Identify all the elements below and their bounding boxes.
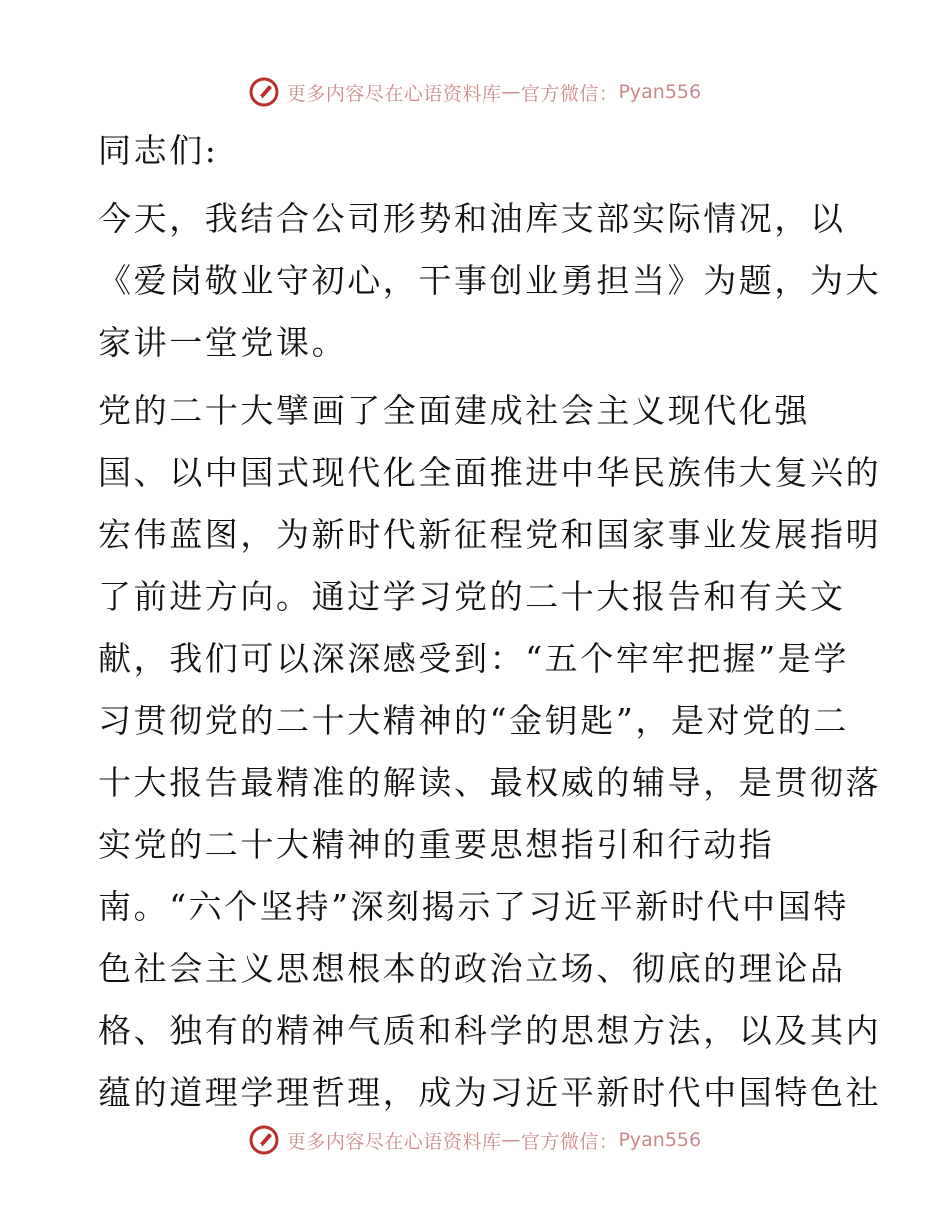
pen-logo-icon (249, 1125, 279, 1155)
pen-logo-icon (249, 77, 279, 107)
document-body (98, 120, 882, 1124)
header-brand-text: 更多内容尽在心语资料库 (286, 82, 502, 105)
para2-line-4: 了前进方向。通过学习党的二十大报告和有关文 (98, 577, 846, 616)
para2-line-3: 宏伟蓝图，为新时代新征程党和国家事业发展指明 (98, 515, 882, 554)
greeting: 同志们: (98, 131, 219, 170)
footer-colon: ： (598, 1130, 619, 1153)
header-banner (0, 72, 950, 112)
footer-banner (0, 1120, 950, 1160)
header-colon: ： (598, 82, 619, 105)
para2-line-8: 实党的二十大精神的重要思想指引和行动指 (98, 825, 775, 864)
para2-line-12: 蕴的道理学理哲理，成为习近平新时代中国特色社 (98, 1073, 882, 1112)
para2-line-10: 色社会主义思想根本的政治立场、彻底的理论品 (98, 949, 846, 988)
footer-wechat-id: Pyan556 (618, 1129, 702, 1151)
para2-line-5: 献，我们可以深深感受到：“五个牢牢把握”是学 (98, 639, 849, 678)
para2-line-1: 党的二十大擘画了全面建成社会主义现代化强 (98, 391, 810, 430)
footer-brand-text: 更多内容尽在心语资料库 (286, 1130, 502, 1153)
footer-official-text: 官方微信 (520, 1130, 599, 1153)
para1-line-1: 今天，我结合公司形势和油库支部实际情况，以 (98, 199, 846, 238)
header-wechat-id: Pyan556 (618, 81, 702, 103)
para2-line-7: 十大报告最精准的解读、最权威的辅导，是贯彻落 (98, 763, 882, 802)
header-dash: — (501, 81, 521, 103)
para1-line-3: 家讲一堂党课。 (98, 323, 348, 362)
para2-line-6: 习贯彻党的二十大精神的“金钥匙”，是对党的二 (98, 701, 849, 740)
para2-line-11: 格、独有的精神气质和科学的思想方法，以及其内 (98, 1011, 882, 1050)
para1-line-2: 《爱岗敬业守初心，干事创业勇担当》为题，为大 (98, 261, 882, 300)
footer-dash: — (501, 1129, 521, 1151)
para2-line-9: 南。“六个坚持”深刻揭示了习近平新时代中国特 (98, 887, 849, 926)
header-official-text: 官方微信 (520, 82, 599, 105)
para2-line-2: 国、以中国式现代化全面推进中华民族伟大复兴的 (98, 453, 882, 492)
